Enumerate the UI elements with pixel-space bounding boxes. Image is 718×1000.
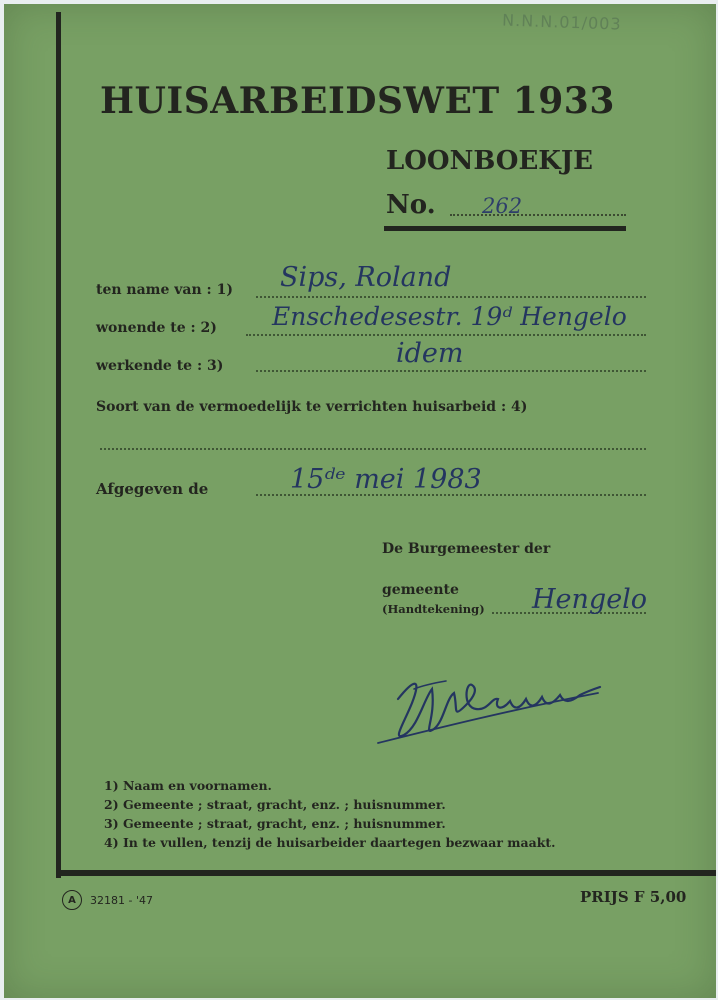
footnote-4: 4) In te vullen, tenzij de huisarbeider daartegen bezwaar maakt.: [104, 835, 556, 850]
mayor-label: De Burgemeester der: [382, 541, 551, 557]
document-title: HUISARBEIDSWET 1933: [100, 80, 615, 122]
spine-rule: [56, 12, 61, 878]
municipality-value: Hengelo: [532, 584, 648, 615]
printer-code: 32181 - '47: [90, 893, 153, 907]
number-dotted-line: [450, 214, 626, 216]
mayor-signature: [374, 659, 614, 754]
address-label: wonende te : 2): [96, 320, 217, 336]
printer-logo-icon: A: [62, 890, 82, 910]
name-label: ten name van : 1): [96, 282, 233, 298]
footnote-1: 1) Naam en voornamen.: [104, 778, 272, 793]
printer-mark: [62, 890, 153, 910]
number-value: 262: [482, 194, 523, 218]
price-label: PRIJS F 5,00: [580, 888, 687, 906]
work-kind-dotted-line: [100, 448, 646, 450]
document-subtitle: LOONBOEKJE: [386, 146, 593, 176]
footnote-3: 3) Gemeente ; straat, gracht, enz. ; huisnummer.: [104, 816, 446, 831]
municipality-label: gemeente: [382, 582, 459, 598]
address-dotted-line: [246, 334, 646, 336]
number-label: No.: [386, 190, 436, 220]
booklet-cover: [4, 4, 716, 998]
pencil-archive-mark: N.N.N.01/003: [501, 10, 622, 34]
issued-label: Afgegeven de: [96, 480, 209, 498]
work-label: werkende te : 3): [96, 358, 224, 374]
work-dotted-line: [256, 370, 646, 372]
footnote-2: 2) Gemeente ; straat, gracht, enz. ; huisnummer.: [104, 797, 446, 812]
footnotes: [104, 776, 556, 852]
work-kind-label: Soort van de vermoedelijk te verrichten huisarbeid : 4): [96, 399, 528, 415]
address-value: Enschedesestr. 19ᵈ Hengelo: [272, 302, 627, 331]
work-value: idem: [396, 338, 464, 369]
issued-value: 15ᵈᵉ mei 1983: [290, 464, 482, 495]
header-underline: [384, 226, 626, 231]
bottom-rule: [56, 870, 716, 876]
signature-hint: (Handtekening): [382, 602, 485, 616]
name-value: Sips, Roland: [280, 262, 452, 293]
name-dotted-line: [256, 296, 646, 298]
